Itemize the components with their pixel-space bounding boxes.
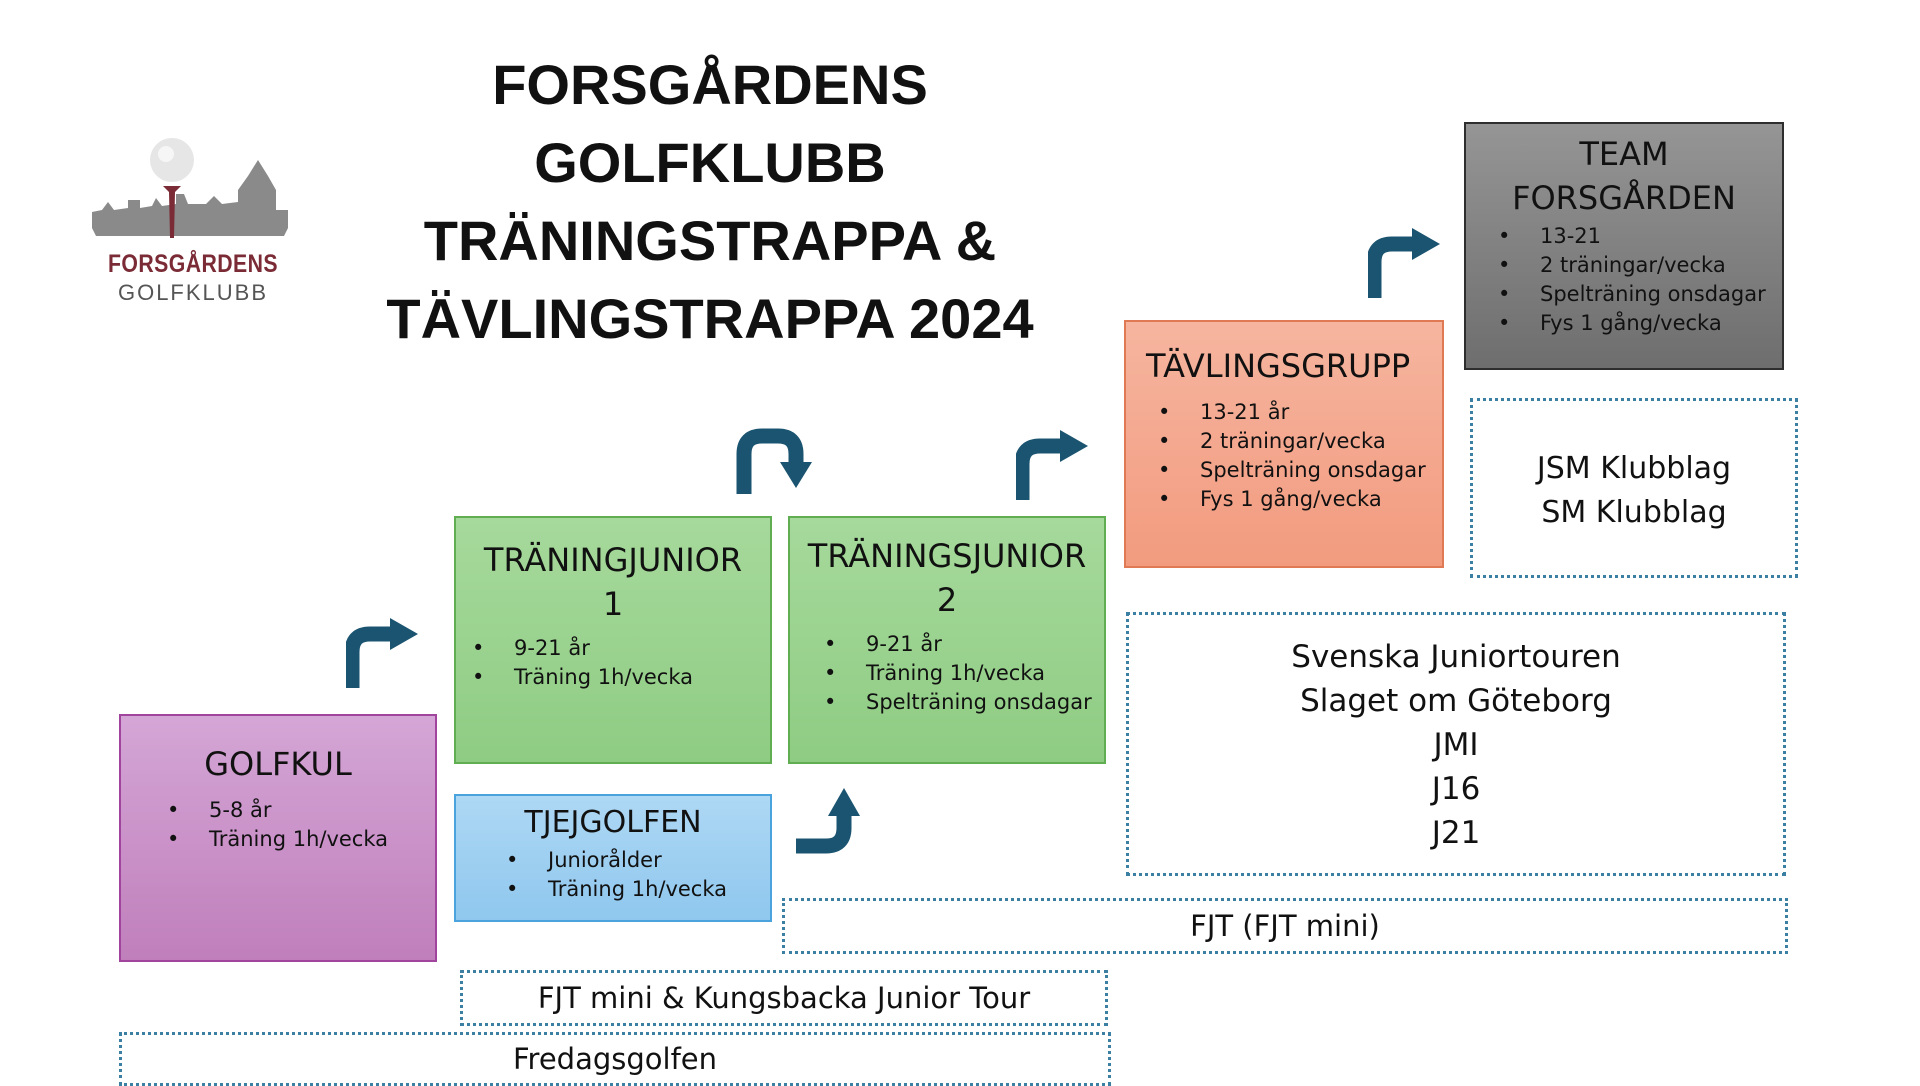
list-item: • 2 träningar/vecka xyxy=(1540,251,1782,280)
list-item: • 9-21 år xyxy=(866,630,1104,659)
title-line: GOLFKLUBB xyxy=(534,131,886,194)
curved-arrow-icon xyxy=(734,424,826,496)
step-list xyxy=(514,634,770,692)
step-title-number: 2 xyxy=(936,581,958,619)
list-item: • Juniorålder xyxy=(548,846,770,875)
list-item: • Träning 1h/vecka xyxy=(866,659,1104,688)
competition-jsm-klubblag xyxy=(1470,398,1798,578)
title-line: TÄVLINGSTRAPPA 2024 xyxy=(386,287,1034,350)
step-team-forsgarden xyxy=(1464,122,1784,370)
step-title-line2: FORSGÅRDEN xyxy=(1512,179,1736,217)
list-item: • Spelträning onsdagar xyxy=(1200,456,1442,485)
page-title xyxy=(330,46,1090,358)
club-logo xyxy=(88,130,298,310)
step-tavlingsgrupp xyxy=(1124,320,1444,568)
list-item: • Spelträning onsdagar xyxy=(1540,280,1782,309)
list-item: • 2 träningar/vecka xyxy=(1200,427,1442,456)
list-item: • Fys 1 gång/vecka xyxy=(1540,309,1782,338)
step-tjejgolfen xyxy=(454,794,772,922)
logo-subtitle: GOLFKLUBB xyxy=(117,280,269,305)
list-item: • 9-21 år xyxy=(514,634,770,663)
curved-arrow-icon xyxy=(1016,424,1090,502)
competition-line: J21 xyxy=(1431,815,1481,851)
competition-line: J16 xyxy=(1431,771,1481,807)
curved-arrow-icon xyxy=(346,612,420,690)
competition-line: JMI xyxy=(1433,727,1479,763)
step-title-number: 1 xyxy=(602,585,624,623)
competition-line: Svenska Juniortouren xyxy=(1291,639,1621,675)
step-title: TÄVLINGSGRUPP xyxy=(1146,347,1411,385)
list-item: • Spelträning onsdagar xyxy=(866,688,1104,717)
curved-arrow-icon xyxy=(796,784,872,860)
logo-name: FORSGÅRDENS xyxy=(108,250,278,278)
step-title: TJEJGOLFEN xyxy=(524,805,702,840)
step-list xyxy=(1540,222,1782,338)
list-item: • Träning 1h/vecka xyxy=(514,663,770,692)
list-item: • 13-21 xyxy=(1540,222,1782,251)
title-line: TRÄNINGSTRAPPA & xyxy=(423,209,997,272)
competition-line: SM Klubblag xyxy=(1541,495,1727,530)
competition-svenska-juniortouren xyxy=(1126,612,1786,876)
competition-fredagsgolfen: Fredagsgolfen xyxy=(119,1032,1111,1086)
competition-fjt-mini-kungsbacka: FJT mini & Kungsbacka Junior Tour xyxy=(460,970,1108,1026)
list-item: • 5-8 år xyxy=(209,796,435,825)
list-item: • Träning 1h/vecka xyxy=(548,875,770,904)
list-item: • 13-21 år xyxy=(1200,398,1442,427)
step-list xyxy=(209,796,435,854)
competition-line: JSM Klubblag xyxy=(1536,451,1732,486)
golf-tee-town-icon xyxy=(88,130,298,250)
step-list xyxy=(548,846,770,904)
step-title: TRÄNINGJUNIOR xyxy=(483,541,743,579)
list-item: • Fys 1 gång/vecka xyxy=(1200,485,1442,514)
step-title: TRÄNINGSJUNIOR xyxy=(807,537,1087,575)
title-line: FORSGÅRDENS xyxy=(492,53,928,116)
competition-line: Slaget om Göteborg xyxy=(1300,683,1612,719)
step-traningsjunior-2 xyxy=(788,516,1106,764)
step-list xyxy=(866,630,1104,717)
step-title: GOLFKUL xyxy=(204,745,352,783)
step-title: TEAM xyxy=(1579,135,1669,173)
step-golfkul xyxy=(119,714,437,962)
competition-fjt: FJT (FJT mini) xyxy=(782,898,1788,954)
list-item: • Träning 1h/vecka xyxy=(209,825,435,854)
curved-arrow-icon xyxy=(1368,222,1442,300)
step-traningjunior-1 xyxy=(454,516,772,764)
step-list xyxy=(1200,398,1442,514)
